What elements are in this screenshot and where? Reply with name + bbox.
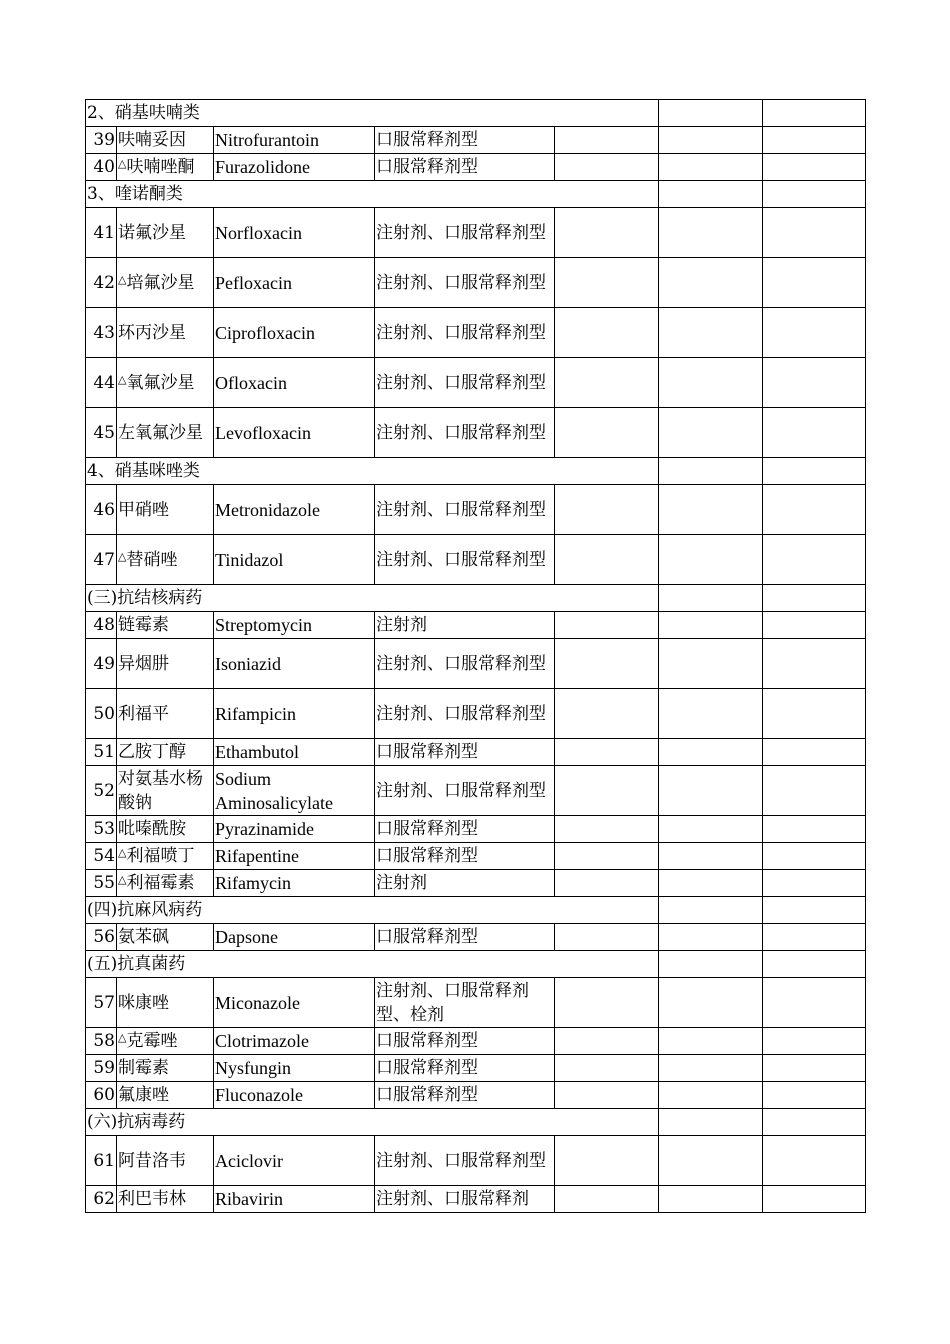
triangle-marker-icon: △ — [118, 157, 127, 170]
drug-number: 58 — [86, 1028, 117, 1055]
drug-number: 46 — [86, 485, 117, 535]
drug-number: 53 — [86, 816, 117, 843]
drug-chinese-name-cell — [117, 535, 214, 585]
drug-number: 51 — [86, 739, 117, 766]
drug-chinese-name: 环丙沙星 — [118, 322, 186, 343]
table-row — [86, 1055, 866, 1082]
table-row — [86, 1082, 866, 1109]
triangle-marker-icon: △ — [118, 846, 127, 859]
empty-cell — [555, 308, 659, 358]
drug-chinese-name-cell — [117, 358, 214, 408]
empty-cell — [659, 739, 763, 766]
empty-cell — [763, 897, 866, 924]
drug-chinese-name: 氧氟沙星 — [126, 372, 195, 393]
table-row — [86, 924, 866, 951]
empty-cell — [555, 639, 659, 689]
triangle-marker-icon: △ — [118, 549, 127, 563]
empty-cell — [763, 739, 866, 766]
drug-chinese-name: 对氨基水杨酸钠 — [118, 768, 203, 813]
drug-chinese-name: 氨苯砜 — [118, 927, 169, 947]
empty-cell — [555, 612, 659, 639]
drug-number: 40 — [86, 154, 117, 181]
table-row — [86, 816, 866, 843]
empty-cell — [555, 154, 659, 181]
drug-chinese-name-cell — [117, 1028, 214, 1055]
empty-cell — [659, 1055, 763, 1082]
drug-chinese-name-cell — [117, 408, 214, 458]
empty-cell — [555, 1186, 659, 1213]
empty-cell — [763, 924, 866, 951]
table-row — [86, 739, 866, 766]
empty-cell — [659, 408, 763, 458]
drug-chinese-name: 氟康唑 — [118, 1085, 169, 1105]
empty-cell — [555, 689, 659, 739]
empty-cell — [555, 816, 659, 843]
dosage-form: 注射剂、口服常释剂型 — [375, 408, 555, 458]
drug-number: 61 — [86, 1136, 117, 1186]
empty-cell — [763, 978, 866, 1028]
empty-cell — [555, 739, 659, 766]
empty-cell — [763, 154, 866, 181]
section-title: (五)抗真菌药 — [86, 951, 659, 978]
drug-english-name: Pyrazinamide — [214, 816, 375, 843]
dosage-form: 口服常释剂型 — [375, 739, 555, 766]
table-row — [86, 1028, 866, 1055]
drug-chinese-name: 吡嗪酰胺 — [118, 819, 186, 839]
table-row — [86, 639, 866, 689]
table-body — [86, 100, 866, 1213]
dosage-form: 注射剂、口服常释剂 — [375, 1186, 555, 1213]
drug-chinese-name-cell — [117, 127, 214, 154]
empty-cell — [555, 408, 659, 458]
drug-chinese-name: 链霉素 — [118, 615, 169, 635]
empty-cell — [555, 1055, 659, 1082]
empty-cell — [763, 308, 866, 358]
empty-cell — [555, 924, 659, 951]
section-title: 4、硝基咪唑类 — [86, 458, 659, 485]
table-row — [86, 535, 866, 585]
drug-number: 44 — [86, 358, 117, 408]
drug-chinese-name-cell — [117, 1186, 214, 1213]
section-row — [86, 100, 866, 127]
drug-number: 60 — [86, 1082, 117, 1109]
drug-english-name: Ofloxacin — [214, 358, 375, 408]
drug-number: 43 — [86, 308, 117, 358]
dosage-form: 口服常释剂型 — [375, 1082, 555, 1109]
empty-cell — [763, 816, 866, 843]
empty-cell — [659, 208, 763, 258]
empty-cell — [659, 924, 763, 951]
empty-cell — [659, 612, 763, 639]
drug-number: 48 — [86, 612, 117, 639]
drug-chinese-name: 诺氟沙星 — [118, 222, 186, 243]
drug-english-name: Nitrofurantoin — [214, 127, 375, 154]
drug-chinese-name: 咪康唑 — [118, 992, 169, 1013]
table-row — [86, 208, 866, 258]
empty-cell — [659, 485, 763, 535]
section-title: (四)抗麻风病药 — [86, 897, 659, 924]
drug-number: 56 — [86, 924, 117, 951]
section-row — [86, 458, 866, 485]
drug-english-name: Sodium Aminosalicylate — [214, 766, 375, 816]
dosage-form: 注射剂、口服常释剂型 — [375, 766, 555, 816]
drug-chinese-name-cell — [117, 639, 214, 689]
dosage-form: 注射剂、口服常释剂型 — [375, 358, 555, 408]
dosage-form: 口服常释剂型 — [375, 127, 555, 154]
empty-cell — [659, 639, 763, 689]
drug-english-name: Ribavirin — [214, 1186, 375, 1213]
drug-chinese-name: 克霉唑 — [126, 1031, 178, 1051]
drug-chinese-name-cell — [117, 1055, 214, 1082]
section-row — [86, 1109, 866, 1136]
empty-cell — [555, 1082, 659, 1109]
drug-chinese-name-cell — [117, 816, 214, 843]
drug-chinese-name-cell — [117, 612, 214, 639]
drug-chinese-name: 乙胺丁醇 — [118, 742, 186, 762]
empty-cell — [763, 127, 866, 154]
empty-cell — [555, 1136, 659, 1186]
empty-cell — [763, 1136, 866, 1186]
drug-number: 49 — [86, 639, 117, 689]
empty-cell — [763, 181, 866, 208]
dosage-form: 口服常释剂型 — [375, 843, 555, 870]
empty-cell — [763, 870, 866, 897]
drug-chinese-name: 制霉素 — [118, 1058, 169, 1078]
empty-cell — [659, 870, 763, 897]
empty-cell — [555, 358, 659, 408]
empty-cell — [763, 458, 866, 485]
empty-cell — [763, 1186, 866, 1213]
empty-cell — [763, 535, 866, 585]
drug-chinese-name: 利福喷丁 — [126, 846, 195, 866]
empty-cell — [763, 1055, 866, 1082]
section-row — [86, 181, 866, 208]
empty-cell — [763, 843, 866, 870]
dosage-form: 口服常释剂型 — [375, 924, 555, 951]
drug-chinese-name: 甲硝唑 — [118, 499, 169, 520]
drug-english-name: Metronidazole — [214, 485, 375, 535]
empty-cell — [659, 766, 763, 816]
empty-cell — [659, 816, 763, 843]
empty-cell — [659, 308, 763, 358]
drug-english-name: Ciprofloxacin — [214, 308, 375, 358]
drug-chinese-name: 替硝唑 — [126, 549, 178, 570]
drug-chinese-name-cell — [117, 308, 214, 358]
dosage-form: 注射剂 — [375, 870, 555, 897]
empty-cell — [763, 585, 866, 612]
empty-cell — [659, 843, 763, 870]
table-row — [86, 358, 866, 408]
empty-cell — [763, 951, 866, 978]
drug-english-name: Rifapentine — [214, 843, 375, 870]
empty-cell — [763, 208, 866, 258]
drug-number: 45 — [86, 408, 117, 458]
table-row — [86, 1186, 866, 1213]
drug-number: 59 — [86, 1055, 117, 1082]
empty-cell — [659, 1028, 763, 1055]
drug-english-name: Norfloxacin — [214, 208, 375, 258]
section-title: 2、硝基呋喃类 — [86, 100, 659, 127]
drug-number: 42 — [86, 258, 117, 308]
empty-cell — [659, 978, 763, 1028]
drug-english-name: Aciclovir — [214, 1136, 375, 1186]
table-row — [86, 870, 866, 897]
dosage-form: 注射剂、口服常释剂型 — [375, 308, 555, 358]
dosage-form: 注射剂、口服常释剂型、栓剂 — [375, 978, 555, 1028]
drug-chinese-name: 利巴韦林 — [118, 1189, 186, 1209]
drug-english-name: Rifamycin — [214, 870, 375, 897]
empty-cell — [763, 766, 866, 816]
table-row — [86, 612, 866, 639]
dosage-form: 口服常释剂型 — [375, 154, 555, 181]
empty-cell — [763, 1109, 866, 1136]
drug-english-name: Fluconazole — [214, 1082, 375, 1109]
dosage-form: 注射剂、口服常释剂型 — [375, 208, 555, 258]
table-row — [86, 689, 866, 739]
empty-cell — [555, 258, 659, 308]
empty-cell — [763, 485, 866, 535]
empty-cell — [763, 408, 866, 458]
drug-chinese-name: 左氧氟沙星 — [118, 422, 203, 443]
empty-cell — [763, 689, 866, 739]
drug-number: 57 — [86, 978, 117, 1028]
empty-cell — [659, 1136, 763, 1186]
empty-cell — [763, 100, 866, 127]
drug-english-name: Tinidazol — [214, 535, 375, 585]
empty-cell — [659, 1186, 763, 1213]
drug-chinese-name-cell — [117, 258, 214, 308]
drug-english-name: Clotrimazole — [214, 1028, 375, 1055]
drug-english-name: Furazolidone — [214, 154, 375, 181]
drug-chinese-name-cell — [117, 485, 214, 535]
empty-cell — [763, 612, 866, 639]
empty-cell — [659, 535, 763, 585]
table-row — [86, 408, 866, 458]
empty-cell — [555, 127, 659, 154]
drug-number: 62 — [86, 1186, 117, 1213]
dosage-form: 注射剂、口服常释剂型 — [375, 258, 555, 308]
empty-cell — [555, 1028, 659, 1055]
section-title: 3、喹诺酮类 — [86, 181, 659, 208]
dosage-form: 注射剂、口服常释剂型 — [375, 535, 555, 585]
drug-chinese-name: 培氟沙星 — [126, 272, 195, 293]
dosage-form: 注射剂、口服常释剂型 — [375, 1136, 555, 1186]
triangle-marker-icon: △ — [118, 272, 127, 286]
empty-cell — [555, 870, 659, 897]
empty-cell — [659, 154, 763, 181]
empty-cell — [763, 358, 866, 408]
drug-number: 55 — [86, 870, 117, 897]
drug-chinese-name-cell — [117, 689, 214, 739]
drug-english-name: Nysfungin — [214, 1055, 375, 1082]
drug-chinese-name: 利福霉素 — [126, 873, 195, 893]
table-row — [86, 843, 866, 870]
empty-cell — [659, 897, 763, 924]
triangle-marker-icon: △ — [118, 1031, 127, 1044]
triangle-marker-icon: △ — [118, 873, 127, 886]
empty-cell — [659, 1109, 763, 1136]
section-row — [86, 897, 866, 924]
empty-cell — [659, 258, 763, 308]
dosage-form: 注射剂、口服常释剂型 — [375, 485, 555, 535]
drug-english-name: Levofloxacin — [214, 408, 375, 458]
drug-english-name: Ethambutol — [214, 739, 375, 766]
drug-chinese-name-cell — [117, 739, 214, 766]
drug-english-name: Pefloxacin — [214, 258, 375, 308]
empty-cell — [659, 585, 763, 612]
empty-cell — [555, 843, 659, 870]
drug-number: 54 — [86, 843, 117, 870]
empty-cell — [555, 535, 659, 585]
table-row — [86, 978, 866, 1028]
drug-chinese-name-cell — [117, 1136, 214, 1186]
empty-cell — [763, 1082, 866, 1109]
section-row — [86, 585, 866, 612]
drug-number: 50 — [86, 689, 117, 739]
drug-chinese-name-cell — [117, 924, 214, 951]
drug-chinese-name: 呋喃妥因 — [118, 130, 186, 150]
drug-chinese-name-cell — [117, 978, 214, 1028]
table-row — [86, 127, 866, 154]
drug-number: 52 — [86, 766, 117, 816]
drug-english-name: Miconazole — [214, 978, 375, 1028]
dosage-form: 注射剂、口服常释剂型 — [375, 689, 555, 739]
empty-cell — [659, 689, 763, 739]
dosage-form: 注射剂 — [375, 612, 555, 639]
drug-chinese-name-cell — [117, 843, 214, 870]
dosage-form: 口服常释剂型 — [375, 1028, 555, 1055]
table-row — [86, 1136, 866, 1186]
dosage-form: 注射剂、口服常释剂型 — [375, 639, 555, 689]
table-row — [86, 308, 866, 358]
empty-cell — [659, 181, 763, 208]
section-row — [86, 951, 866, 978]
table-row — [86, 258, 866, 308]
drug-chinese-name: 阿昔洛韦 — [118, 1150, 186, 1171]
drug-number: 41 — [86, 208, 117, 258]
drug-number: 39 — [86, 127, 117, 154]
empty-cell — [555, 978, 659, 1028]
empty-cell — [555, 766, 659, 816]
empty-cell — [659, 358, 763, 408]
triangle-marker-icon: △ — [118, 372, 127, 386]
empty-cell — [763, 1028, 866, 1055]
drug-chinese-name: 呋喃唑酮 — [126, 157, 195, 177]
dosage-form: 口服常释剂型 — [375, 816, 555, 843]
dosage-form: 口服常释剂型 — [375, 1055, 555, 1082]
drug-chinese-name-cell — [117, 766, 214, 816]
empty-cell — [555, 485, 659, 535]
empty-cell — [659, 100, 763, 127]
drug-english-name: Rifampicin — [214, 689, 375, 739]
drug-number: 47 — [86, 535, 117, 585]
section-title: (六)抗病毒药 — [86, 1109, 659, 1136]
empty-cell — [659, 951, 763, 978]
section-title: (三)抗结核病药 — [86, 585, 659, 612]
empty-cell — [659, 458, 763, 485]
drug-chinese-name-cell — [117, 208, 214, 258]
drug-chinese-name: 异烟肼 — [118, 653, 169, 674]
table-row — [86, 154, 866, 181]
drug-english-name: Streptomycin — [214, 612, 375, 639]
table-row — [86, 766, 866, 816]
drug-chinese-name-cell — [117, 154, 214, 181]
empty-cell — [763, 639, 866, 689]
empty-cell — [763, 258, 866, 308]
empty-cell — [659, 1082, 763, 1109]
table-row — [86, 485, 866, 535]
empty-cell — [555, 208, 659, 258]
drug-catalog-table — [85, 99, 866, 1213]
drug-english-name: Dapsone — [214, 924, 375, 951]
empty-cell — [659, 127, 763, 154]
drug-english-name: Isoniazid — [214, 639, 375, 689]
drug-chinese-name-cell — [117, 870, 214, 897]
drug-chinese-name: 利福平 — [118, 703, 169, 724]
drug-chinese-name-cell — [117, 1082, 214, 1109]
